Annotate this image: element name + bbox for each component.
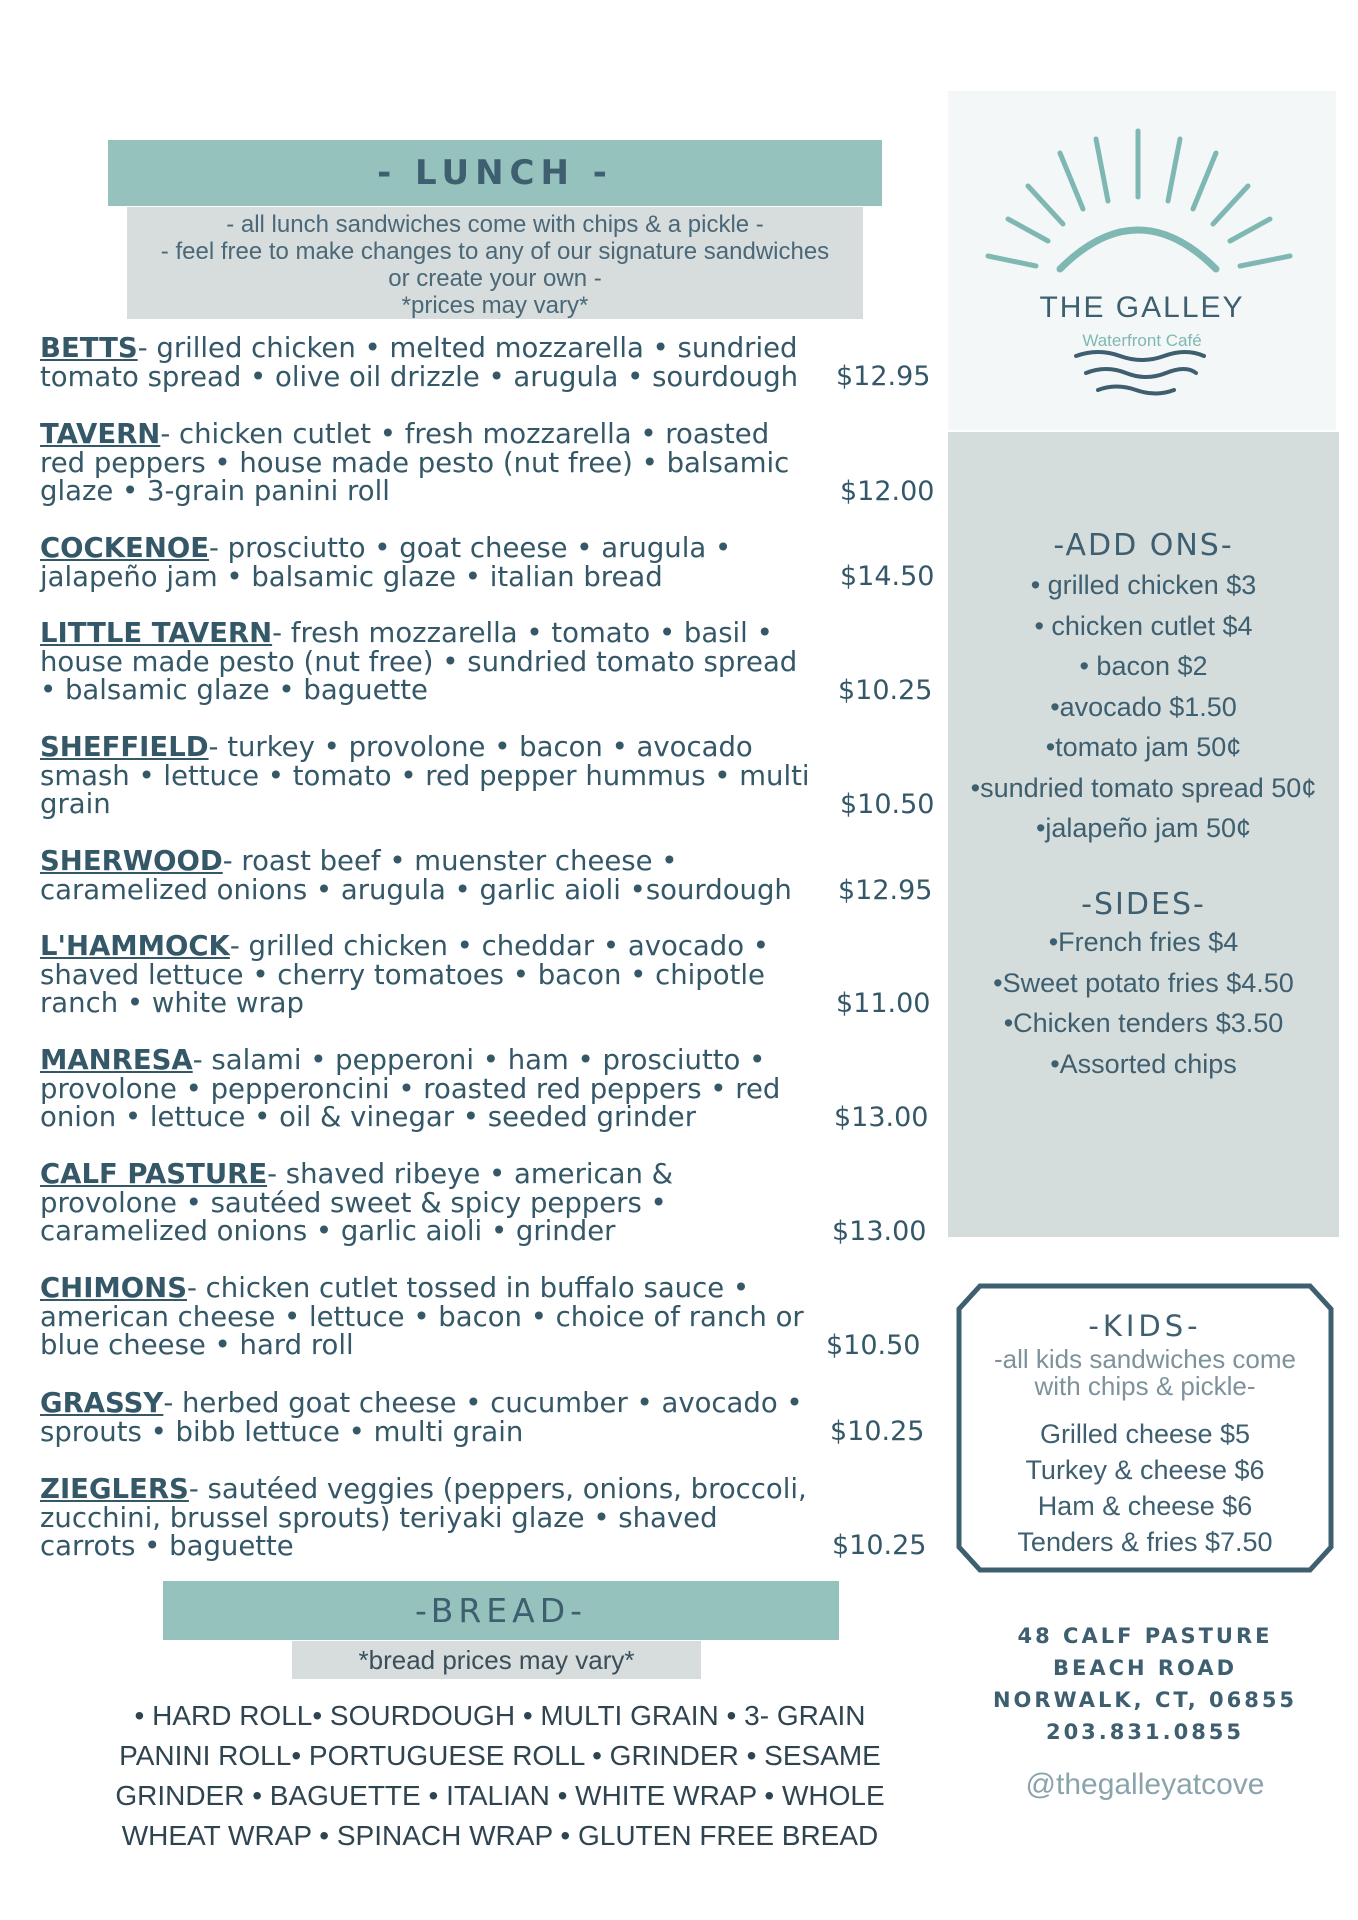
menu-item-name: BETTS	[40, 332, 138, 364]
bread-list-line: • HARD ROLL• SOURDOUGH • MULTI GRAIN • 3- GRAIN	[134, 1700, 866, 1731]
menu-item-price: $13.00	[834, 1102, 929, 1133]
menu-item-price: $13.00	[832, 1216, 927, 1247]
address-block	[980, 1620, 1310, 1748]
sun-logo-icon	[948, 91, 1336, 430]
list-item: •Assorted chips	[1050, 1048, 1237, 1079]
menu-item	[40, 1046, 810, 1132]
menu-item-description: - fresh mozzarella • tomato • basil • house made pesto (nut free) • sundried tomato spread • balsamic glaze • baguette	[40, 617, 798, 706]
menu-item-price: $11.00	[836, 988, 931, 1019]
list-item: •sundried tomato spread 50¢	[970, 772, 1317, 803]
menu-item-name: ZIEGLERS	[40, 1473, 189, 1505]
list-item: •avocado $1.50	[1050, 691, 1237, 722]
list-item: Ham & cheese $6	[1037, 1491, 1253, 1521]
sides-title: -SIDES-	[1081, 887, 1206, 922]
logo-tagline: Waterfront Café	[1082, 331, 1202, 350]
lunch-note-line: or create your own -	[388, 265, 602, 292]
kids-note-line: with chips & pickle-	[1034, 1371, 1256, 1401]
menu-item	[40, 1160, 810, 1246]
kids-note	[956, 1346, 1334, 1400]
menu-item-name: GRASSY	[40, 1387, 164, 1419]
menu-item-description: - roast beef • muenster cheese • caramelized onions • arugula • garlic aioli •sourdough	[40, 845, 792, 906]
menu-item-description: - grilled chicken • cheddar • avocado • shaved lettuce • cherry tomatoes • bacon • chipotle ranch • white wrap	[40, 930, 770, 1019]
lunch-section-title: - LUNCH -	[108, 140, 882, 206]
menu-item-price: $12.95	[838, 875, 933, 906]
list-item: • chicken cutlet $4	[1034, 610, 1253, 641]
menu-item-description: - prosciutto • goat cheese • arugula • jalapeño jam • balsamic glaze • italian bread	[40, 532, 732, 593]
lunch-note-line: *prices may vary*	[401, 292, 589, 319]
social-handle: @thegalleyatcove	[1025, 1768, 1265, 1801]
menu-item	[40, 847, 810, 904]
menu-item-description: - salami • pepperoni • ham • prosciutto • provolone • pepperoncini • roasted red peppers • red onion • lettuce • oil & vinegar • seeded grinder	[40, 1044, 781, 1133]
list-item: •Chicken tenders $3.50	[1003, 1008, 1284, 1038]
menu-item	[40, 619, 810, 705]
menu-item	[40, 334, 810, 391]
list-item: •jalapeño jam 50¢	[1035, 813, 1252, 843]
menu-item-price: $12.95	[836, 361, 931, 392]
addons-title: -ADD ONS-	[1053, 528, 1234, 563]
menu-item-price: $10.25	[832, 1530, 927, 1561]
sides-list	[948, 922, 1339, 1084]
menu-item-name: SHEFFIELD	[40, 731, 209, 763]
logo-panel	[948, 91, 1336, 430]
address-line: 48 CALF PASTURE	[1017, 1624, 1273, 1648]
menu-item-price: $10.25	[838, 675, 933, 706]
menu-item-description: - herbed goat cheese • cucumber • avocado • sprouts • bibb lettuce • multi grain	[40, 1387, 803, 1448]
menu-item-name: COCKENOE	[40, 532, 210, 564]
menu-item-price: $14.50	[840, 561, 935, 592]
menu-item	[40, 932, 810, 1018]
addons-list	[948, 565, 1339, 849]
menu-item-name: TAVERN	[40, 418, 161, 450]
menu-item	[40, 534, 810, 591]
menu-item-name: CHIMONS	[40, 1272, 187, 1304]
bread-list-line: PANINI ROLL• PORTUGUESE ROLL • GRINDER • SESAME	[119, 1740, 881, 1771]
menu-item	[40, 733, 810, 819]
menu-item-price: $10.50	[840, 789, 935, 820]
menu-item	[40, 1475, 810, 1561]
menu-item-description: - sautéed veggies (peppers, onions, broccoli, zucchini, brussel sprouts) teriyaki glaze • shaved carrots • baguette	[40, 1473, 807, 1562]
list-item: • bacon $2	[1079, 651, 1208, 681]
address-line: NORWALK, CT, 06855	[992, 1688, 1298, 1712]
lunch-notes	[127, 207, 863, 319]
bread-list-line: WHEAT WRAP • SPINACH WRAP • GLUTEN FREE BREAD	[121, 1820, 879, 1851]
addons-sides-panel	[948, 432, 1339, 1237]
menu-item-description: - chicken cutlet tossed in buffalo sauce • american cheese • lettuce • bacon • choice of ranch or blue cheese • hard roll	[40, 1272, 804, 1361]
menu-item	[40, 1274, 810, 1360]
menu-item	[40, 420, 810, 506]
list-item: •tomato jam 50¢	[1045, 732, 1242, 762]
menu-item-description: - grilled chicken • melted mozzarella • sundried tomato spread • olive oil drizzle • arugula • sourdough	[40, 332, 799, 393]
list-item: Turkey & cheese $6	[1025, 1455, 1265, 1485]
menu-item-description: - shaved ribeye • american & provolone • sautéed sweet & spicy peppers • caramelized onions • garlic aioli • grinder	[40, 1158, 674, 1247]
list-item: •Sweet potato fries $4.50	[993, 967, 1294, 998]
menu-item-price: $10.25	[830, 1416, 925, 1447]
menu-item-price: $10.50	[826, 1330, 921, 1361]
phone-number: 203.831.0855	[1045, 1720, 1245, 1744]
menu-item-price: $12.00	[840, 476, 935, 507]
bread-list	[110, 1696, 890, 1856]
lunch-note-line: - feel free to make changes to any of our signature sandwiches	[160, 238, 830, 265]
list-item: Grilled cheese $5	[1039, 1419, 1251, 1449]
kids-panel	[956, 1283, 1334, 1573]
bread-note: *bread prices may vary*	[292, 1641, 701, 1679]
menu-item-name: MANRESA	[40, 1044, 193, 1076]
menu-item-name: LITTLE TAVERN	[40, 617, 273, 649]
list-item: Tenders & fries $7.50	[1017, 1527, 1273, 1557]
list-item: •French fries $4	[1048, 927, 1239, 957]
kids-title: -KIDS-	[1088, 1309, 1202, 1343]
bread-list-line: GRINDER • BAGUETTE • ITALIAN • WHITE WRAP • WHOLE	[115, 1780, 885, 1811]
kids-list	[956, 1416, 1334, 1560]
lunch-note-line: - all lunch sandwiches come with chips & a pickle -	[226, 211, 764, 238]
menu-item-description: - chicken cutlet • fresh mozzarella • roasted red peppers • house made pesto (nut free) • balsamic glaze • 3-grain panini roll	[40, 418, 790, 507]
menu-item	[40, 1389, 810, 1446]
address-line: BEACH ROAD	[1052, 1656, 1238, 1680]
menu-item-name: CALF PASTURE	[40, 1158, 268, 1190]
kids-note-line: -all kids sandwiches come	[993, 1344, 1296, 1374]
list-item: • grilled chicken $3	[1030, 570, 1257, 600]
menu-item-name: SHERWOOD	[40, 845, 223, 877]
bread-section-title: -BREAD-	[163, 1581, 839, 1640]
menu-item-name: L'HAMMOCK	[40, 930, 230, 962]
logo-name: THE GALLEY	[1039, 291, 1245, 324]
menu-item-description: - turkey • provolone • bacon • avocado smash • lettuce • tomato • red pepper hummus • multi grain	[40, 731, 810, 820]
